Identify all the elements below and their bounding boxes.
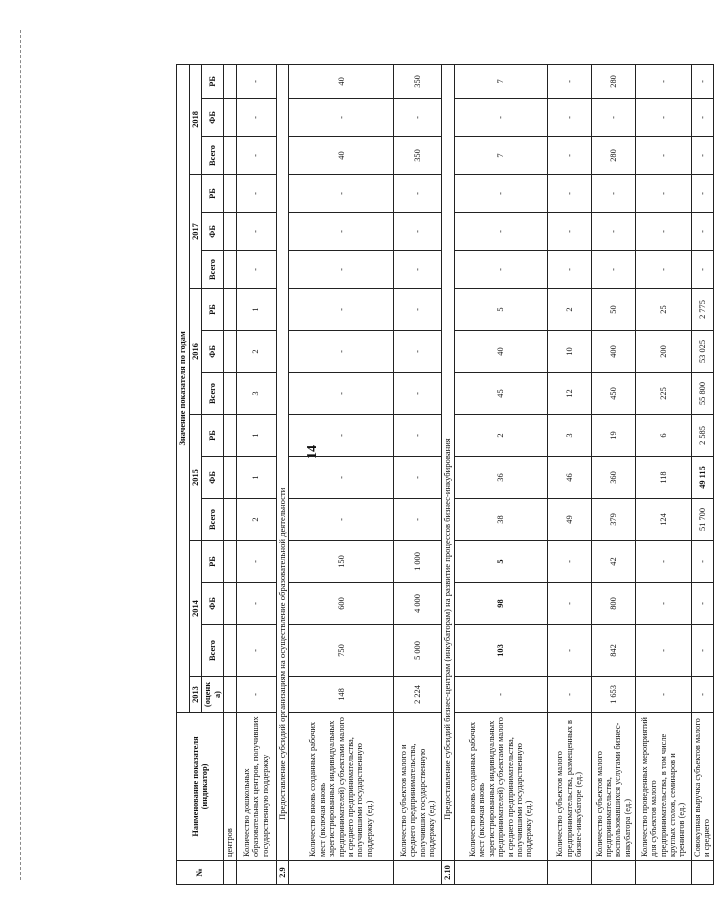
value-cell: 2 775 <box>691 289 713 331</box>
value-cell: - <box>691 137 713 175</box>
row-number <box>289 861 394 885</box>
value-cell: - <box>547 137 591 175</box>
value-cell: - <box>394 251 442 289</box>
value-cell: - <box>394 373 442 415</box>
indicator-name: Количество субъектов малого предпринимательства, воспользовавшихся услугами бизнес-инкубатора (ед.) <box>591 713 635 861</box>
value-cell: 40 <box>454 331 547 373</box>
value-cell: - <box>394 415 442 457</box>
value-cell: - <box>591 99 635 137</box>
value-cell: 38 <box>454 499 547 541</box>
value-cell: - <box>591 213 635 251</box>
value-cell <box>224 415 236 457</box>
value-cell: 2 <box>454 415 547 457</box>
header-year-2016: 2016 <box>190 289 202 415</box>
indicator-name: Количество вновь созданных рабочих мест (включая вновь зарегистрированных индивидуальных предпринимателей) субъектами малого и среднего предпринимательства, получившими государственную поддержку (ед.) <box>289 713 394 861</box>
value-cell <box>224 583 236 625</box>
header-rb: РБ <box>202 289 224 331</box>
value-cell: - <box>691 99 713 137</box>
value-cell: 5 <box>454 541 547 583</box>
value-cell: 45 <box>454 373 547 415</box>
row-number <box>635 861 691 885</box>
value-cell: 3 <box>236 373 276 415</box>
table-row <box>591 64 635 884</box>
value-cell: 2 <box>236 499 276 541</box>
value-cell: - <box>547 64 591 98</box>
value-cell: 5 <box>454 289 547 331</box>
value-cell: - <box>289 415 394 457</box>
value-2013: 148 <box>289 677 394 713</box>
value-cell: 1 000 <box>394 541 442 583</box>
value-cell: - <box>289 499 394 541</box>
value-cell: 19 <box>591 415 635 457</box>
value-cell: 7 <box>454 64 547 98</box>
value-cell: 2 <box>236 331 276 373</box>
value-cell: 225 <box>635 373 691 415</box>
value-cell: - <box>289 289 394 331</box>
header-rb: РБ <box>202 541 224 583</box>
value-cell <box>224 137 236 175</box>
header-2013-note: (оценка) <box>202 677 224 713</box>
value-cell: - <box>547 541 591 583</box>
value-cell: 49 115 <box>691 457 713 499</box>
table-row <box>289 64 394 884</box>
value-cell: - <box>289 457 394 499</box>
value-cell: 1 <box>236 415 276 457</box>
indicator-name: Количество дошкольных образовательных центров, получивших государственную поддержку <box>236 713 276 861</box>
row-number <box>224 861 236 885</box>
value-cell: - <box>236 64 276 98</box>
row-number <box>691 861 713 885</box>
value-cell: 800 <box>591 583 635 625</box>
value-cell: - <box>635 137 691 175</box>
value-cell: - <box>547 213 591 251</box>
value-2013 <box>224 677 236 713</box>
value-cell: - <box>591 175 635 213</box>
page-number: 14 <box>305 445 320 459</box>
table-row <box>691 64 713 884</box>
value-cell: - <box>289 373 394 415</box>
value-cell: - <box>394 457 442 499</box>
value-cell: 450 <box>591 373 635 415</box>
value-cell: - <box>289 331 394 373</box>
value-cell: - <box>691 64 713 98</box>
value-cell <box>224 541 236 583</box>
value-cell: - <box>454 175 547 213</box>
indicator-name: центров <box>224 713 236 861</box>
value-cell: - <box>289 251 394 289</box>
value-cell <box>224 373 236 415</box>
header-total: Всего <box>202 499 224 541</box>
table-row <box>224 64 236 884</box>
header-num: № <box>177 861 224 885</box>
value-cell: - <box>691 175 713 213</box>
value-cell: - <box>691 583 713 625</box>
value-cell: 40 <box>289 137 394 175</box>
indicator-name: Количество субъектов малого предпринимательства, размещенных в бизнес-инкубаторе (ед.) <box>547 713 591 861</box>
value-cell: 98 <box>454 583 547 625</box>
value-cell: 2 <box>547 289 591 331</box>
value-cell: 53 025 <box>691 331 713 373</box>
header-fb: ФБ <box>202 99 224 137</box>
header-year-2015: 2015 <box>190 415 202 541</box>
row-number <box>547 861 591 885</box>
value-cell: 750 <box>289 625 394 677</box>
value-cell: 3 <box>547 415 591 457</box>
value-cell: 6 <box>635 415 691 457</box>
row-number <box>236 861 276 885</box>
value-cell: - <box>635 99 691 137</box>
value-cell <box>224 251 236 289</box>
value-cell: - <box>394 331 442 373</box>
value-cell: - <box>394 175 442 213</box>
indicators-table-rotated <box>176 65 712 885</box>
header-fb: ФБ <box>202 213 224 251</box>
header-indicator: Наименование показателя (индикатор) <box>177 713 224 861</box>
value-cell: 118 <box>635 457 691 499</box>
header-total: Всего <box>202 251 224 289</box>
header-year-2018: 2018 <box>190 64 202 174</box>
value-cell: 50 <box>591 289 635 331</box>
value-cell: 103 <box>454 625 547 677</box>
value-cell: - <box>454 251 547 289</box>
value-cell: - <box>635 583 691 625</box>
header-rb: РБ <box>202 175 224 213</box>
value-cell: 1 <box>236 289 276 331</box>
value-cell: 49 <box>547 499 591 541</box>
section-title: Предоставление субсидий организациям на осуществление образовательной деятельности <box>276 64 289 860</box>
value-cell: - <box>591 251 635 289</box>
value-cell: 842 <box>591 625 635 677</box>
indicator-name: Количество вновь созданных рабочих мест (включая вновь зарегистрированных индивидуальных предпринимателей) субъектами малого и среднего предпринимательства, получившими государственную поддержку (ед.) <box>454 713 547 861</box>
value-cell: - <box>236 625 276 677</box>
header-year-2017: 2017 <box>190 175 202 289</box>
value-cell: 12 <box>547 373 591 415</box>
value-2013: - <box>691 677 713 713</box>
value-cell: - <box>289 175 394 213</box>
indicator-name: Количество субъектов малого и среднего предпринимательства, получивших государственную поддержку (ед.) <box>394 713 442 861</box>
value-cell: - <box>394 289 442 331</box>
value-2013: - <box>454 677 547 713</box>
header-values-by-year: Значение показателя по годам <box>177 64 190 712</box>
value-cell: 7 <box>454 137 547 175</box>
header-total: Всего <box>202 625 224 677</box>
value-cell: - <box>454 99 547 137</box>
value-cell <box>224 625 236 677</box>
scan-edge-mark <box>20 30 22 880</box>
value-cell: 400 <box>591 331 635 373</box>
header-fb: ФБ <box>202 457 224 499</box>
value-cell: - <box>635 251 691 289</box>
table-row <box>547 64 591 884</box>
header-year-2013: 2013 <box>190 677 202 713</box>
value-cell: - <box>691 251 713 289</box>
value-cell: 42 <box>591 541 635 583</box>
indicators-table <box>176 64 714 885</box>
value-cell <box>224 213 236 251</box>
value-cell: - <box>635 541 691 583</box>
value-cell: - <box>547 583 591 625</box>
value-cell: - <box>289 213 394 251</box>
value-cell: - <box>547 175 591 213</box>
value-cell: - <box>635 625 691 677</box>
value-2013: - <box>635 677 691 713</box>
value-cell: - <box>547 99 591 137</box>
value-2013: - <box>236 677 276 713</box>
section-number: 2.10 <box>442 861 455 885</box>
value-cell: - <box>236 583 276 625</box>
value-cell: 4 000 <box>394 583 442 625</box>
value-cell: 350 <box>394 137 442 175</box>
value-cell <box>224 175 236 213</box>
value-cell: 124 <box>635 499 691 541</box>
section-row <box>276 64 289 884</box>
value-cell: - <box>547 625 591 677</box>
value-cell: - <box>394 99 442 137</box>
value-cell: - <box>236 251 276 289</box>
value-cell: - <box>236 175 276 213</box>
value-cell: 55 800 <box>691 373 713 415</box>
value-cell <box>224 64 236 98</box>
value-cell: - <box>635 175 691 213</box>
value-cell: 280 <box>591 137 635 175</box>
table-header <box>177 64 224 884</box>
row-number <box>591 861 635 885</box>
value-cell: 200 <box>635 331 691 373</box>
row-number <box>454 861 547 885</box>
table-row <box>394 64 442 884</box>
value-2013: - <box>547 677 591 713</box>
section-row <box>442 64 455 884</box>
value-cell: - <box>691 213 713 251</box>
value-cell: 5 000 <box>394 625 442 677</box>
table-row <box>236 64 276 884</box>
header-fb: ФБ <box>202 583 224 625</box>
value-cell: 10 <box>547 331 591 373</box>
value-cell: 1 <box>236 457 276 499</box>
value-cell: - <box>547 251 591 289</box>
row-number <box>394 861 442 885</box>
indicator-name: Количество проведенных мероприятий для субъектов малого предпринимательства, в том числе круглых столов, семинаров и тренингов (ед.) <box>635 713 691 861</box>
value-cell: 51 700 <box>691 499 713 541</box>
value-cell: - <box>394 499 442 541</box>
header-fb: ФБ <box>202 331 224 373</box>
value-cell: - <box>236 213 276 251</box>
value-cell: - <box>691 541 713 583</box>
header-rb: РБ <box>202 415 224 457</box>
value-cell: 25 <box>635 289 691 331</box>
value-cell <box>224 99 236 137</box>
value-cell <box>224 289 236 331</box>
value-cell: - <box>236 99 276 137</box>
value-cell: 280 <box>591 64 635 98</box>
value-cell: - <box>289 99 394 137</box>
value-cell: 40 <box>289 64 394 98</box>
value-cell: 360 <box>591 457 635 499</box>
value-cell: - <box>691 625 713 677</box>
value-cell: - <box>236 541 276 583</box>
value-2013: 1 653 <box>591 677 635 713</box>
value-cell: - <box>394 213 442 251</box>
header-total: Всего <box>202 373 224 415</box>
value-cell: 379 <box>591 499 635 541</box>
indicator-name: Совокупная выручка субъектов малого и среднего <box>691 713 713 861</box>
header-year-2014: 2014 <box>190 541 202 677</box>
value-2013: 2 224 <box>394 677 442 713</box>
table-row <box>454 64 547 884</box>
header-rb: РБ <box>202 64 224 98</box>
value-cell: 350 <box>394 64 442 98</box>
value-cell <box>224 331 236 373</box>
value-cell <box>224 457 236 499</box>
value-cell: - <box>635 213 691 251</box>
header-total: Всего <box>202 137 224 175</box>
value-cell: 46 <box>547 457 591 499</box>
value-cell: 600 <box>289 583 394 625</box>
value-cell: 2 585 <box>691 415 713 457</box>
section-title: Предоставление субсидий бизнес-центрам (инкубаторам) на развитие процессов бизнес-инкубирования <box>442 64 455 860</box>
table-row <box>635 64 691 884</box>
value-cell: - <box>236 137 276 175</box>
value-cell <box>224 499 236 541</box>
section-number: 2.9 <box>276 861 289 885</box>
value-cell: - <box>454 213 547 251</box>
value-cell: - <box>635 64 691 98</box>
value-cell: 150 <box>289 541 394 583</box>
value-cell: 36 <box>454 457 547 499</box>
